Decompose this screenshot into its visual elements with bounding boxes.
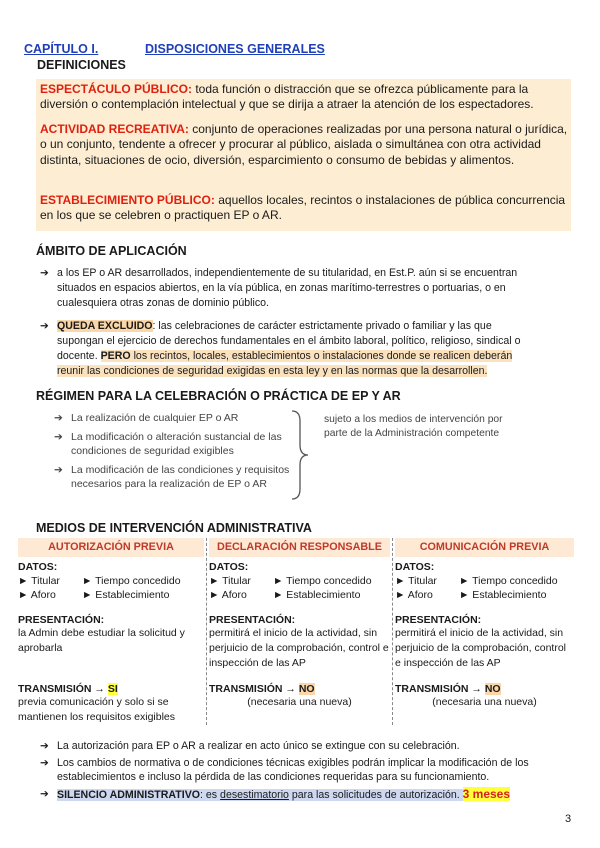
arrow-icon: ➔ [40,740,49,752]
chapter-title: DISPOSICIONES GENERALES [145,42,325,56]
notes-list [40,739,540,804]
option-tiempo: ► Tiempo concedido [82,575,181,587]
means-heading: MEDIOS DE INTERVENCIÓN ADMINISTRATIVA [36,521,312,535]
list-item [40,319,540,380]
definition-text: toda función o distracción que se ofrezca públicamente para la diversión o contemplación intelectual y que se dirija a atraer la atención de los espectadores. [40,82,534,112]
transmission-value: SI [107,683,118,695]
pero-label: PERO [100,350,131,363]
regime-item: La modificación o alteración sustancial de las condiciones de seguridad exigibles [71,431,282,457]
silencio-term: 3 meses [462,786,511,801]
silencio-word: desestimatorio [220,788,289,801]
definition-text: aquellos locales, recintos o instalaciones de pública concurrencia en los que se celebren o practiquen EP o AR. [40,193,566,223]
silencio-pre: : es [200,788,221,801]
arrow-icon: ➔ [54,464,63,476]
list-item [54,463,290,491]
arrow-icon: ➔ [40,787,49,800]
transmission-row [209,683,390,695]
datos-label: DATOS: [209,561,249,573]
transmission-text: previa comunicación y solo si se mantienen los requisitos exigibles [18,696,176,723]
definition-text: conjunto de operaciones realizadas por una persona natural o jurídica, o un conjunto, tendente a ofrecer y procurar al público, aislada o simultánea con otra actividad distinta, situaciones de ocio, diversión, esparcimiento o consumo de bebidas y alimentos. [40,122,568,167]
scope-bullet-text: a los EP o AR desarrollados, independientemente de su titularidad, en Est.P. aún si se encuentran situados en espacios abiertos, en la vía pública, en zonas marítimo-terrestres o portuarias, o en cualesquiera otras zonas de dominio público. [57,267,518,310]
presentation-label: PRESENTACIÓN: [209,614,296,626]
presentation-label: PRESENTACIÓN: [18,614,105,626]
silencio-post: para las solicitudes de autorización. [288,788,463,801]
definition-term: ESTABLECIMIENTO PÚBLICO: [40,193,215,207]
list-item [40,739,540,754]
presentation-text: la Admin debe estudiar la solicitud y aprobarla [18,627,185,654]
scope-heading: ÁMBITO DE APLICACIÓN [36,244,187,258]
column-title: COMUNICACIÓN PREVIA [395,538,574,557]
regime-heading: RÉGIMEN PARA LA CELEBRACIÓN O PRÁCTICA DE EP Y AR [36,389,401,403]
option-tiempo: ► Tiempo concedido [273,575,372,587]
option-aforo: ► Aforo [209,589,247,601]
datos-label: DATOS: [395,561,435,573]
excluded-text: : las celebraciones de carácter estrictamente privado o familiar y las que supongan el ejercicio de derechos fundamentales en el ámbito laboral, político, religioso, sindical o docente. [57,319,521,363]
regime-item: La realización de cualquier EP o AR [71,412,239,424]
arrow-icon: ➔ [54,412,63,424]
presentation-label: PRESENTACIÓN: [395,614,482,626]
scope-list [40,266,540,386]
page-number: 3 [565,813,572,825]
list-item [40,756,540,785]
definition-term: ACTIVIDAD RECREATIVA: [40,122,189,136]
arrow-icon: ➔ [40,756,49,769]
transmission-text: (necesaria una nueva) [432,696,537,708]
transmission-row [18,683,204,695]
transmission-label: TRANSMISIÓN → [18,683,105,695]
list-item [40,266,540,312]
option-aforo: ► Aforo [18,589,56,601]
presentation-text: permitirá el inicio de la actividad, sin perjuicio de la comprobación, control e inspección de las AP [209,627,389,669]
option-establecimiento: ► Establecimiento [273,589,361,601]
option-titular: ► Titular [209,575,251,587]
note-text: La autorización para EP o AR a realizar en acto único se extingue con su celebración. [57,740,460,752]
option-titular: ► Titular [18,575,60,587]
definition-espectaculo [40,82,571,113]
arrow-icon: ➔ [40,319,49,332]
definition-actividad [40,122,571,168]
silencio-label: SILENCIO ADMINISTRATIVO [57,788,201,801]
option-titular: ► Titular [395,575,437,587]
transmission-label: TRANSMISIÓN → [395,683,482,695]
means-table [16,538,576,725]
means-column-declaracion [207,538,393,725]
transmission-label: TRANSMISIÓN → [209,683,296,695]
arrow-icon: ➔ [40,267,49,279]
regime-list [54,411,290,496]
note-text: Los cambios de normativa o de condiciones técnicas exigibles podrán implicar la modificación de los establecimientos e incluso la pérdida de las condiciones requeridas para su funcionamiento. [57,756,529,783]
means-column-comunicacion [393,538,577,725]
datos-options [18,575,204,601]
means-column-autorizacion [16,538,207,725]
transmission-text: (necesaria una nueva) [247,696,352,708]
pero-text: los recintos, locales, establecimientos o instalaciones donde se realicen deberán reunir las condiciones de seguridad exigidas en esta ley y en las normas que la desarrollen. [57,350,513,378]
definition-term: ESPECTÁCULO PÚBLICO: [40,82,193,96]
regime-item: La modificación de las condiciones y requisitos necesarios para la realización de EP o AR [71,464,290,490]
chapter-label: CAPÍTULO I. [24,42,99,56]
arrow-icon: ➔ [54,431,63,443]
option-establecimiento: ► Establecimiento [459,589,547,601]
datos-label: DATOS: [18,561,58,573]
transmission-row [395,683,574,695]
chapter-heading [24,42,325,56]
list-item [54,411,290,425]
presentation-text: permitirá el inicio de la actividad, sin perjuicio de la comprobación, control e inspección de las AP [395,627,567,669]
definitions-heading: DEFINICIONES [37,58,126,72]
option-establecimiento: ► Establecimiento [82,589,170,601]
column-title: DECLARACIÓN RESPONSABLE [209,538,390,557]
datos-options [395,575,574,601]
excluded-label: QUEDA EXCLUIDO [57,319,153,332]
datos-options [209,575,390,601]
curly-brace-icon [288,409,312,501]
transmission-value: NO [298,683,315,695]
option-tiempo: ► Tiempo concedido [459,575,558,587]
regime-note: sujeto a los medios de intervención por parte de la Administración competente [324,414,503,439]
transmission-value: NO [484,683,501,695]
option-aforo: ► Aforo [395,589,433,601]
list-item [40,787,540,803]
definition-establecimiento [40,193,571,224]
column-title: AUTORIZACIÓN PREVIA [18,538,204,557]
list-item [54,430,290,458]
definitions-box [36,79,571,231]
